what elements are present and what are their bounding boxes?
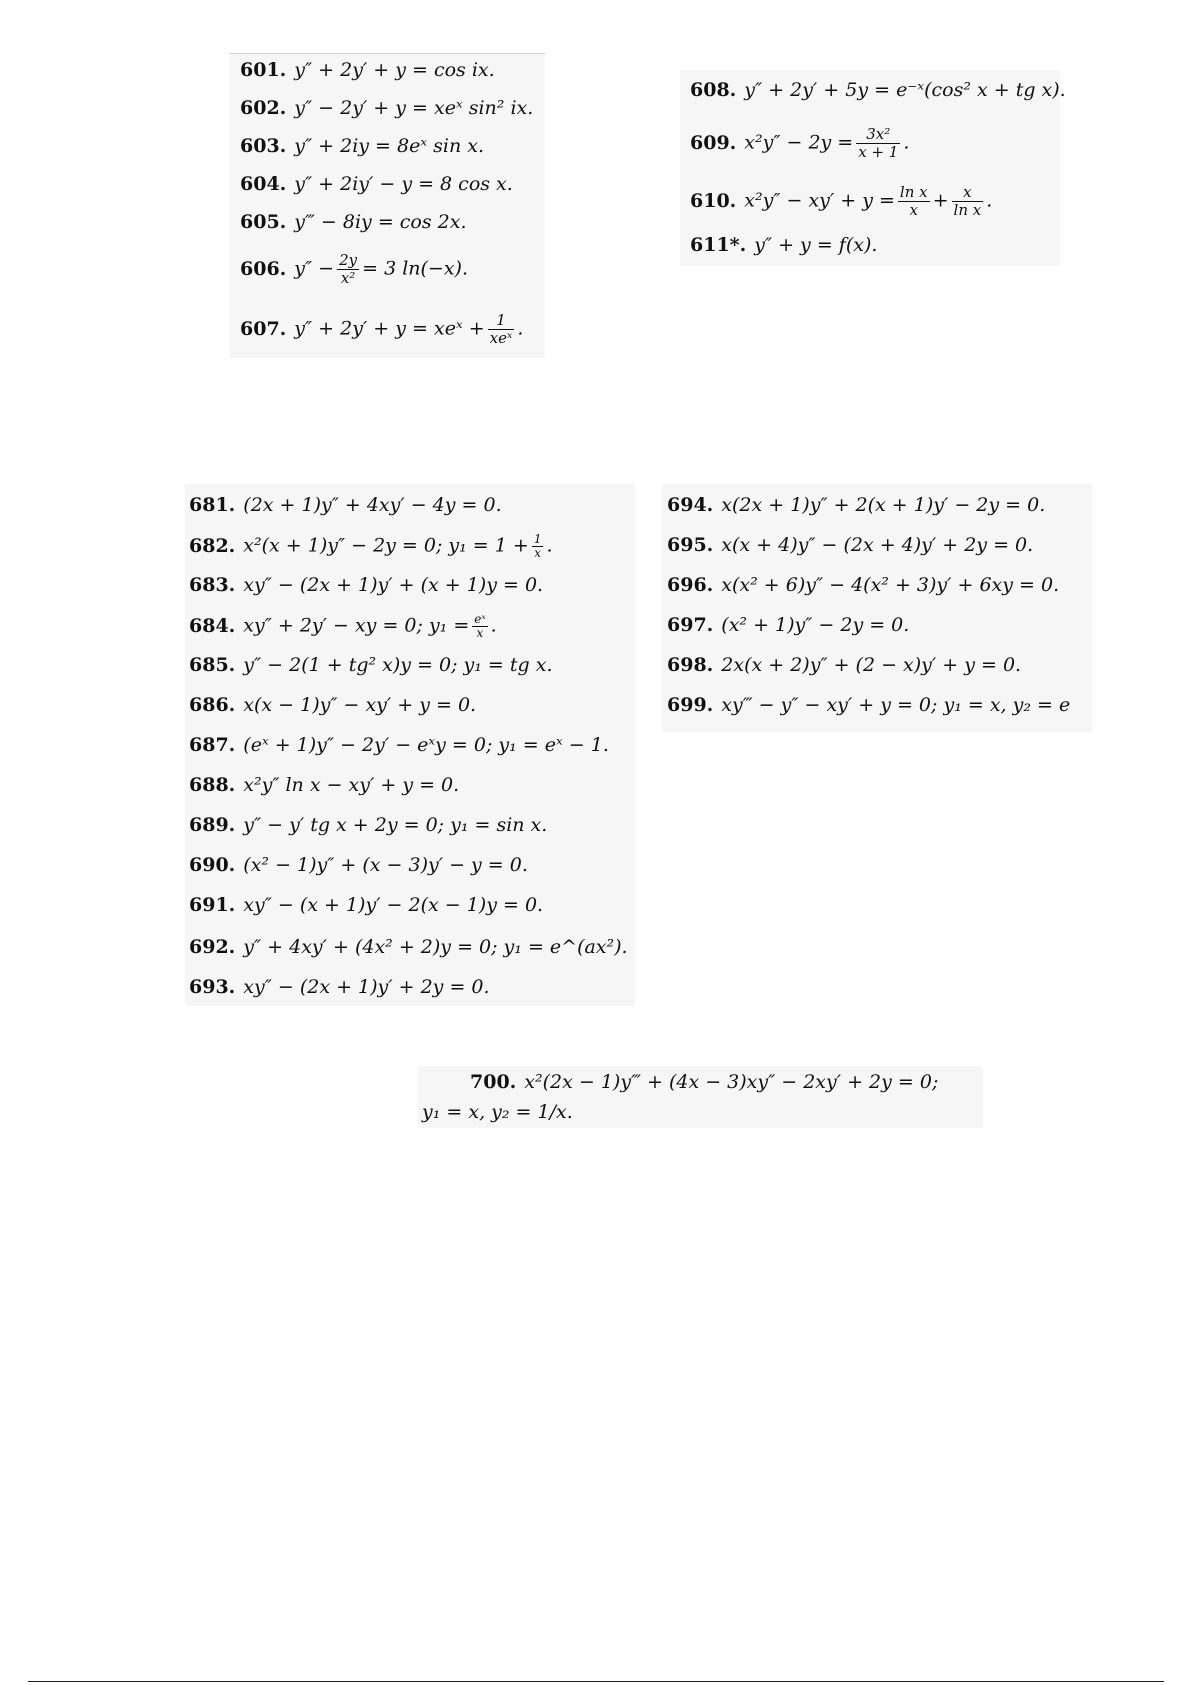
fraction: $\frac{x}{\text{ln x}}$	[953, 183, 982, 219]
problem-690: 690. (x² − 1)y″ + (x − 3)y′ − y = 0.	[189, 854, 528, 876]
problem-609: 609. x²y″ − 2y = $\frac{\text{3x²}}{x + 1}$ .	[690, 125, 910, 161]
page-bottom-rule	[28, 1681, 1164, 1682]
problem-605: 605. y‴ − 8iy = cos 2x.	[240, 211, 467, 233]
problem-608: 608. y″ + 2y′ + 5y = e⁻ˣ(cos² x + tg x).	[690, 79, 1066, 101]
problem-602: 602. y″ − 2y′ + y = xeˣ sin² ix.	[240, 97, 534, 119]
problem-683: 683. xy″ − (2x + 1)y′ + (x + 1)y = 0.	[189, 574, 544, 596]
fraction: $\frac{\text{3x²}}{x + 1}$	[858, 125, 899, 161]
problem-610: 610. x²y″ − xy′ + y = $\frac{\text{ln x}}{x}$ + $\frac{x}{\text{ln x}}$ .	[690, 183, 993, 219]
problem-682: 682. x²(x + 1)y″ − 2y = 0; y₁ = 1 + $\frac{1}{x}$ .	[189, 532, 553, 560]
problem-698: 698. 2x(x + 2)y″ + (2 − x)y′ + y = 0.	[667, 654, 1022, 676]
problem-686: 686. x(x − 1)y″ − xy′ + y = 0.	[189, 694, 477, 716]
problem-688: 688. x²y″ ln x − xy′ + y = 0.	[189, 774, 460, 796]
problem-681: 681. (2x + 1)y″ + 4xy′ − 4y = 0.	[189, 494, 502, 516]
problem-684: 684. xy″ + 2y′ − xy = 0; y₁ = $\frac{\text{eˣ}}{x}$ .	[189, 612, 497, 640]
fraction: $\frac{1}{x}$	[533, 532, 542, 560]
problem-695: 695. x(x + 4)y″ − (2x + 4)y′ + 2y = 0.	[667, 534, 1034, 556]
problem-700: 700. x²(2x − 1)y‴ + (4x − 3)xy″ − 2xy′ + 2y = 0;	[470, 1071, 939, 1093]
fraction: $\frac{\text{ln x}}{x}$	[899, 183, 928, 219]
problem-694: 694. x(2x + 1)y″ + 2(x + 1)y′ − 2y = 0.	[667, 494, 1046, 516]
problem-603: 603. y″ + 2iy = 8eˣ sin x.	[240, 135, 484, 157]
problem-601: 601. y″ + 2y′ + y = cos ix.	[240, 59, 495, 81]
fraction: $\frac{\text{eˣ}}{x}$	[474, 612, 486, 640]
block1-top-rule	[230, 53, 545, 54]
problem-606: 606. y″ − $\frac{2y}{\text{x²}}$ = 3 ln(−x).	[240, 251, 469, 287]
problem-697: 697. (x² + 1)y″ − 2y = 0.	[667, 614, 910, 636]
problem-699: 699. xy‴ − y″ − xy′ + y = 0; y₁ = x, y₂ = e	[667, 694, 1071, 716]
problem-689: 689. y″ − y′ tg x + 2y = 0; y₁ = sin x.	[189, 814, 548, 836]
problem-611: 611*. y″ + y = f(x).	[690, 234, 878, 256]
problem-607: 607. y″ + 2y′ + y = xeˣ + $\frac{1}{\text{xeˣ}}$ .	[240, 311, 524, 347]
problem-691: 691. xy″ − (x + 1)y′ − 2(x − 1)y = 0.	[189, 894, 544, 916]
problem-692: 692. y″ + 4xy′ + (4x² + 2)y = 0; y₁ = e^(ax²).	[189, 936, 628, 958]
problem-696: 696. x(x² + 6)y″ − 4(x² + 3)y′ + 6xy = 0.	[667, 574, 1060, 596]
problem-604: 604. y″ + 2iy′ − y = 8 cos x.	[240, 173, 513, 195]
problem-700-line2: y₁ = x, y₂ = 1/x.	[422, 1101, 573, 1123]
problem-687: 687. (eˣ + 1)y″ − 2y′ − eˣy = 0; y₁ = eˣ − 1.	[189, 734, 609, 756]
problem-693: 693. xy″ − (2x + 1)y′ + 2y = 0.	[189, 976, 490, 998]
problem-685: 685. y″ − 2(1 + tg² x)y = 0; y₁ = tg x.	[189, 654, 553, 676]
fraction: $\frac{1}{\text{xeˣ}}$	[489, 311, 513, 347]
fraction: $\frac{2y}{\text{x²}}$	[339, 251, 358, 287]
